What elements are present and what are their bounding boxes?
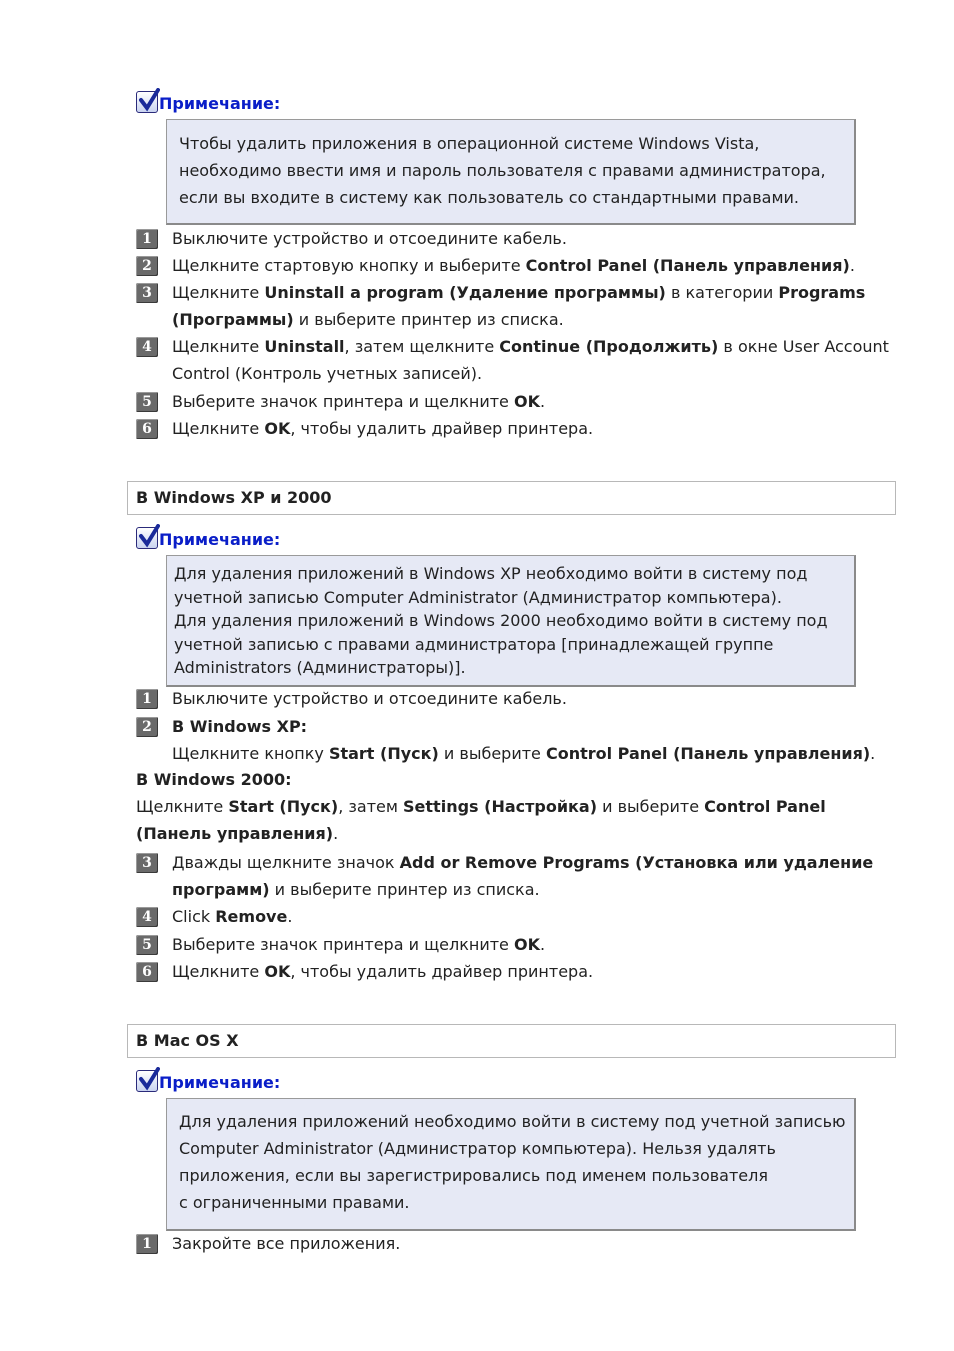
step-number: 2 [136, 717, 158, 737]
step-text: , чтобы удалить драйвер принтера. [290, 419, 594, 438]
step-number: 5 [136, 935, 158, 955]
step-number: 6 [136, 419, 158, 439]
note-line: учетной записью с правами администратора [принадлежащей группе [174, 634, 774, 654]
step-text: , затем [338, 797, 404, 816]
step [136, 1234, 400, 1257]
step [136, 962, 593, 985]
step-bold: Control Panel (Панель управления) [545, 744, 871, 763]
note-line: Для удаления приложений необходимо войти в систему под учетной записью [179, 1112, 846, 1131]
note-line: Для удаления приложений в Windows XP необходимо войти в систему под [174, 564, 808, 583]
step-number: 3 [136, 283, 158, 303]
step-text: в категории [665, 283, 779, 302]
step-number: 1 [136, 689, 158, 709]
step-bold: программ) [172, 880, 270, 899]
step-text: Щелкните [136, 797, 229, 816]
step-text: Щелкните [172, 283, 265, 302]
note-title: Примечание: [159, 94, 281, 113]
step-number: 4 [136, 337, 158, 357]
step-number: 5 [136, 392, 158, 412]
step-text: . [870, 744, 876, 763]
step-text: Щелкните [172, 337, 265, 356]
step-text: Дважды щелкните значок [172, 853, 400, 872]
step-bold: Uninstall a program (Удаление программы) [264, 283, 666, 302]
step [136, 392, 545, 415]
step-bold: OK [264, 962, 291, 981]
note-line: Administrators (Администраторы)]. [174, 658, 466, 677]
step-number: 2 [136, 256, 158, 276]
step-bold: Programs [778, 283, 866, 302]
step-text: Щелкните [172, 962, 265, 981]
note-line: если вы входите в систему как пользователь со стандартными правами. [179, 188, 800, 207]
step-text: . [849, 256, 855, 275]
step-bold: OK [513, 392, 540, 411]
step-bold: Control Panel [704, 797, 826, 816]
note-line: Computer Administrator (Администратор компьютера). Нельзя удалять [179, 1139, 776, 1158]
step-bold: Control Panel (Панель управления) [525, 256, 850, 275]
step-bold: (Панель управления) [136, 824, 334, 843]
step-text: в окне User Account [718, 337, 889, 356]
step-number: 1 [136, 229, 158, 249]
note-line: с ограниченными правами. [179, 1193, 410, 1212]
step-text: , чтобы удалить драйвер принтера. [290, 962, 594, 981]
note-box [166, 119, 856, 225]
step [136, 283, 865, 333]
note-line: Для удаления приложений в Windows 2000 необходимо войти в систему под [174, 611, 828, 630]
step-text: Щелкните стартовую кнопку и выберите [172, 256, 526, 275]
step-text: и выберите принтер из списка. [269, 880, 540, 899]
note-title: Примечание: [159, 1073, 281, 1092]
note-line: необходимо ввести имя и пароль пользователя с правами администратора, [179, 161, 826, 180]
step-text: . [539, 392, 546, 411]
note-header [136, 91, 280, 113]
step-text: и выберите принтер из списка. [293, 310, 564, 329]
step-number: 6 [136, 962, 158, 982]
note-header [136, 1070, 280, 1092]
note-header [136, 527, 280, 549]
step-text: Закройте все приложения. [172, 1234, 401, 1253]
step [136, 229, 567, 252]
step-number: 1 [136, 1234, 158, 1254]
step-text: Выключите устройство и отсоедините кабель. [172, 229, 567, 248]
step-bold: В Windows XP: [172, 717, 308, 736]
step [136, 256, 855, 279]
step-bold: (Программы) [172, 310, 294, 329]
step [136, 907, 292, 930]
note-line: учетной записью Computer Administrator (Администратор компьютера). [174, 587, 782, 607]
step-number: 3 [136, 853, 158, 873]
note-line: Чтобы удалить приложения в операционной системе Windows Vista, [179, 134, 760, 153]
step [136, 337, 889, 387]
step-text: . [539, 935, 546, 954]
step-bold: OK [264, 419, 291, 438]
win2000-block [136, 766, 826, 847]
step-bold: Start (Пуск) [328, 744, 439, 763]
step-bold: Uninstall [264, 337, 345, 356]
step-number: 4 [136, 907, 158, 927]
step-bold: Continue (Продолжить) [499, 337, 719, 356]
step-text: Выберите значок принтера и щелкните [172, 392, 514, 411]
step [136, 689, 567, 712]
step-text: . [287, 907, 293, 926]
step-text: Щелкните кнопку [172, 744, 329, 763]
step-text: Click [172, 907, 216, 926]
step-text: . [333, 824, 339, 843]
section-heading: В Mac OS X [127, 1024, 896, 1058]
step-text: Control (Контроль учетных записей). [172, 364, 483, 383]
step [136, 853, 873, 903]
step-bold: OK [513, 935, 540, 954]
win2000-label: В Windows 2000: [136, 770, 292, 789]
step-text: , затем щелкните [344, 337, 500, 356]
step-bold: Start (Пуск) [228, 797, 339, 816]
section-heading: В Windows XP и 2000 [127, 481, 896, 515]
step-bold: Settings (Настройка) [403, 797, 598, 816]
checkmark-icon [136, 1070, 158, 1092]
step-text: Выключите устройство и отсоедините кабель. [172, 689, 567, 708]
step-text: Выберите значок принтера и щелкните [172, 935, 514, 954]
step-text: и выберите [597, 797, 705, 816]
step-text: и выберите [438, 744, 546, 763]
checkmark-icon [136, 91, 158, 113]
note-title: Примечание: [159, 530, 281, 549]
step-bold: Remove [215, 907, 288, 926]
note-line: приложения, если вы зарегистрировались под именем пользователя [179, 1166, 768, 1185]
note-box [166, 555, 856, 687]
step [136, 717, 875, 767]
checkmark-icon [136, 527, 158, 549]
step [136, 935, 545, 958]
step-bold: Add or Remove Programs (Установка или удаление [399, 853, 874, 872]
step-text: Щелкните [172, 419, 265, 438]
note-box [166, 1098, 856, 1231]
step [136, 419, 593, 442]
